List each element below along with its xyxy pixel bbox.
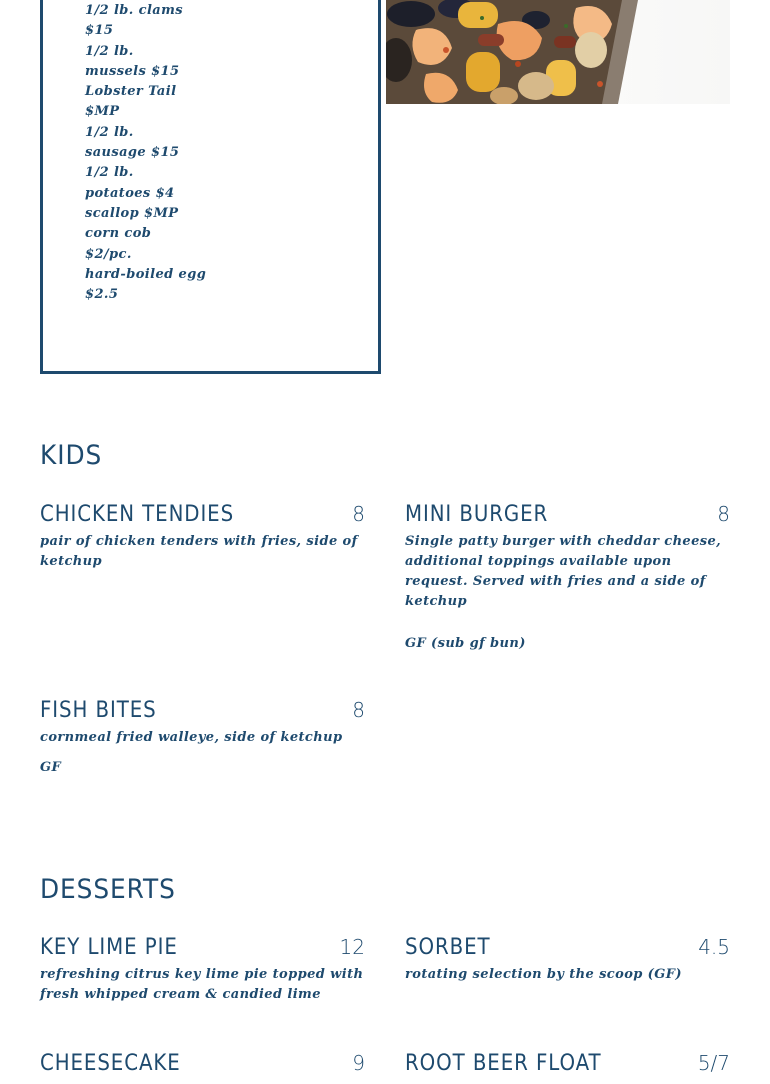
item-description: cornmeal fried walleye, side of ketchup	[40, 730, 343, 745]
menu-item-root-beer-float	[405, 1051, 730, 1084]
addon-line: 1/2 lb. clams	[85, 3, 183, 18]
item-price: 8	[352, 698, 365, 722]
seafood-boil-photo	[386, 0, 730, 104]
menu-item-sorbet	[405, 935, 730, 995]
addon-line: scallop $MP	[85, 205, 179, 221]
addon-line: sausage $15	[85, 145, 180, 161]
item-price: 8	[717, 502, 730, 526]
item-dietary-note: GF	[40, 760, 62, 775]
addon-line: hard-boiled egg	[85, 266, 207, 282]
addon-line: $2.5	[85, 287, 119, 303]
item-dietary-note: GF (sub gf bun)	[405, 636, 526, 651]
item-name: KEY LIME PIE	[40, 935, 178, 960]
addon-line: 1/2 lb.	[85, 43, 134, 59]
addon-line: Lobster Tail	[85, 84, 177, 100]
item-price: 12	[339, 935, 365, 959]
item-description: pair of chicken tenders with fries, side of ketchup	[40, 534, 358, 569]
addon-line: potatoes $4	[85, 185, 175, 201]
item-description: Single patty burger with cheddar cheese, additional toppings available upon request. Served with fries and a side of ketchup	[405, 534, 722, 609]
boil-addons-list	[85, 1, 206, 305]
item-price: 8	[352, 502, 365, 526]
item-name: CHEESECAKE	[40, 1051, 181, 1076]
section-title-kids: KIDS	[40, 440, 103, 471]
section-title-desserts: DESSERTS	[40, 874, 176, 905]
item-name: FISH BITES	[40, 698, 157, 723]
item-description: refreshing citrus key lime pie topped with fresh whipped cream & candied lime	[40, 967, 364, 1002]
item-price: 4.5	[698, 935, 730, 959]
item-description: rotating selection by the scoop (GF)	[405, 967, 682, 982]
item-name: SORBET	[405, 935, 491, 960]
menu-item-chicken-tendies	[40, 502, 365, 602]
addon-line: 1/2 lb.	[85, 165, 134, 181]
item-name: CHICKEN TENDIES	[40, 502, 235, 527]
menu-item-mini-burger	[405, 502, 730, 662]
item-price: 9	[352, 1051, 365, 1075]
addon-line: mussels $15	[85, 63, 180, 79]
addon-line: corn cob	[85, 226, 152, 242]
item-name: MINI BURGER	[405, 502, 549, 527]
menu-item-fish-bites	[40, 698, 365, 788]
seafood-boil-illustration	[386, 0, 730, 104]
item-price: 5/7	[697, 1051, 730, 1075]
addon-line: 1/2 lb.	[85, 124, 134, 140]
menu-item-cheesecake	[40, 1051, 365, 1084]
seafood-boil-addons-box	[40, 0, 381, 374]
addon-line: $MP	[85, 104, 120, 120]
addon-line: $15	[85, 23, 114, 39]
menu-item-key-lime-pie	[40, 935, 365, 1015]
item-name: ROOT BEER FLOAT	[405, 1051, 602, 1076]
addon-line: $2/pc.	[85, 246, 132, 262]
